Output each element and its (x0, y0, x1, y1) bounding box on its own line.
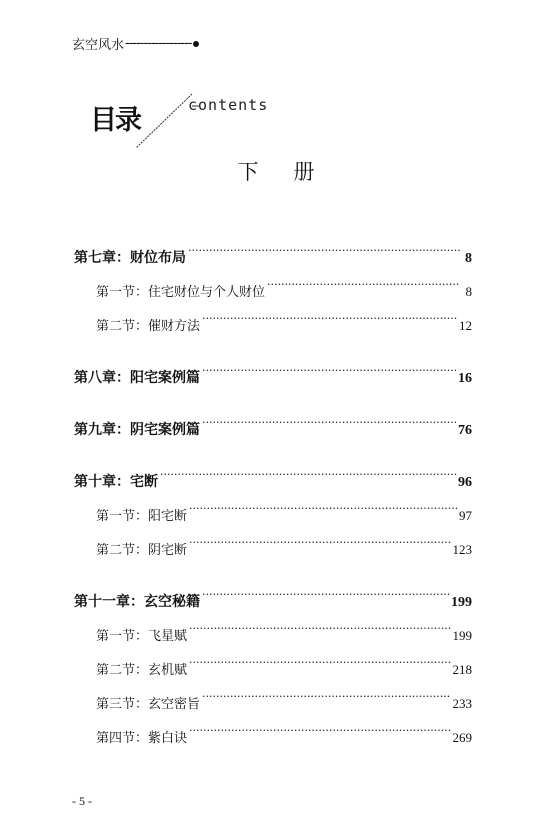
toc-dot-leader (267, 262, 460, 296)
toc-dot-leader (189, 708, 450, 742)
toc-entry-page: 76 (458, 423, 472, 438)
toc-entry-label: 第七章：财位布局 (74, 250, 186, 266)
toc-dot-leader (189, 520, 450, 554)
toc-entry-page: 8 (465, 284, 472, 299)
toc-entry-page: 12 (459, 318, 472, 333)
toc-entry-page: 96 (458, 475, 472, 490)
toc-chapter-row (74, 400, 472, 438)
toc-dot-leader (189, 606, 450, 640)
toc-chapter-row (74, 348, 472, 386)
toc-chapter-row (74, 452, 472, 490)
toc-entry-page: 199 (451, 595, 472, 610)
toc-entry-label: 第十章：宅断 (74, 474, 158, 490)
toc-entry-page: 199 (452, 628, 472, 643)
volume-title: 下 册 (237, 160, 329, 184)
toc-dot-leader (202, 674, 450, 708)
toc-entry-label: 第二节：阴宅断 (96, 543, 188, 558)
running-head (72, 34, 199, 53)
toc-dot-leader (202, 296, 457, 330)
toc-entry-label: 第八章：阳宅案例篇 (74, 370, 200, 386)
toc-entry-label: 第十一章：玄空秘籍 (74, 594, 200, 610)
toc-entry-label: 第一节：飞星赋 (96, 629, 188, 644)
toc-dot-leader (160, 452, 456, 486)
toc-entry-page: 16 (458, 371, 472, 386)
table-of-contents (74, 228, 472, 746)
contents-logo-english: contents (188, 96, 269, 114)
running-head-title: 玄空风水 (72, 38, 125, 53)
toc-entry-page: 97 (459, 508, 472, 523)
toc-entry-label: 第二节：催财方法 (96, 319, 201, 334)
toc-chapter-row (74, 572, 472, 610)
toc-dot-leader (202, 348, 456, 382)
contents-logo (90, 92, 290, 152)
toc-chapter-row (74, 228, 472, 266)
toc-entry-label: 第四节：紫白诀 (96, 731, 188, 746)
running-head-rule: ------------------ (125, 36, 192, 51)
toc-entry-label: 第二节：玄机赋 (96, 663, 188, 678)
toc-entry-label: 第三节：玄空密旨 (96, 697, 201, 712)
page-number: - 5 - (72, 794, 92, 808)
toc-dot-leader (202, 572, 449, 606)
toc-entry-label: 第一节：阳宅断 (96, 509, 188, 524)
toc-entry-label: 第九章：阴宅案例篇 (74, 422, 200, 438)
toc-dot-leader (189, 640, 450, 674)
toc-entry-page: 8 (465, 251, 472, 266)
toc-entry-page: 269 (452, 730, 472, 745)
toc-entry-page: 123 (452, 542, 472, 557)
toc-entry-page: 218 (452, 662, 472, 677)
toc-entry-page: 233 (452, 696, 472, 711)
toc-entry-label: 第一节：住宅财位与个人财位 (96, 285, 266, 300)
toc-dot-leader (188, 228, 460, 262)
toc-dot-leader (189, 486, 457, 520)
contents-logo-chars: 目录 (90, 105, 140, 136)
running-head-bullet-icon (193, 41, 199, 47)
toc-dot-leader (202, 400, 456, 434)
